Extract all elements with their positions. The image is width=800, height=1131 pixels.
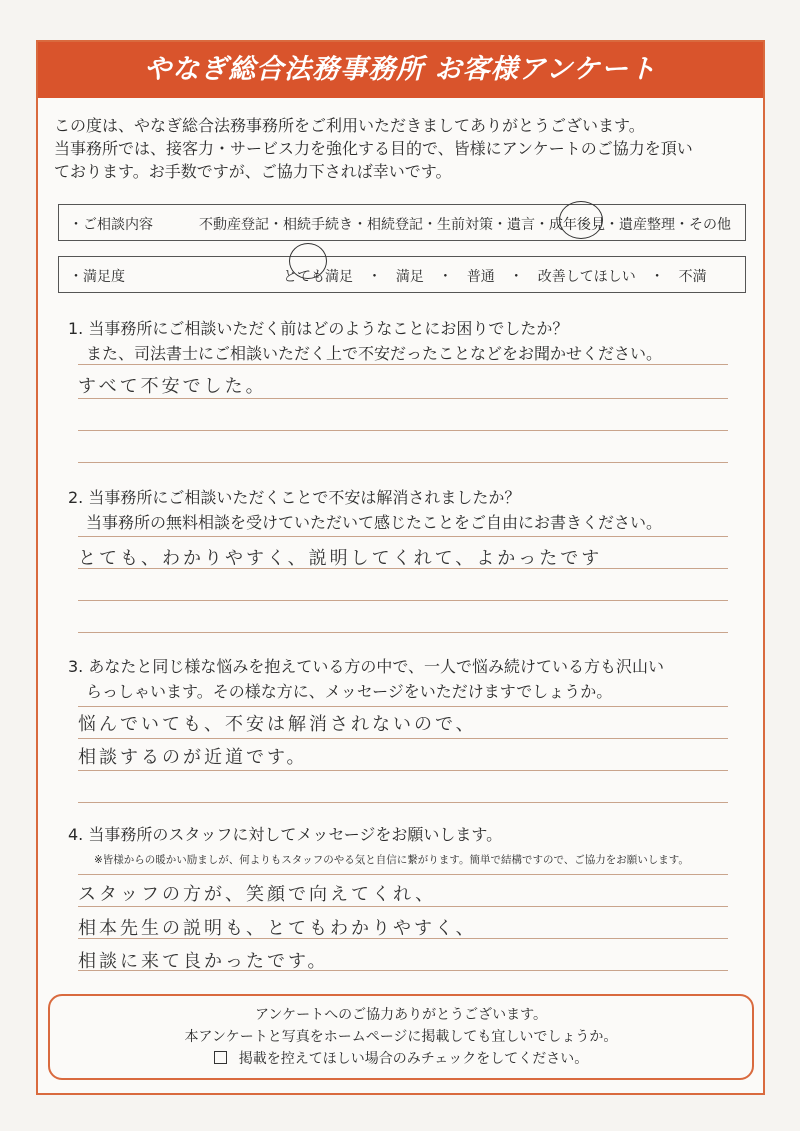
answer-rule xyxy=(78,874,728,875)
question-2 xyxy=(68,485,662,535)
satisfaction-options[interactable] xyxy=(283,266,707,286)
selected-circle-satisfaction xyxy=(289,243,327,279)
separator: ・ xyxy=(509,269,524,285)
question-4 xyxy=(68,822,502,847)
consultation-options[interactable]: 不動産登記・相続手続き・相続登記・生前対策・遺言・成年後見・遺産整理・その他 xyxy=(199,217,731,233)
intro-line: ております。お手数ですが、ご協力下されば幸いです。 xyxy=(54,162,452,181)
footer-question: 本アンケートと写真をホームページに掲載しても宜しいでしょうか。 xyxy=(184,1029,618,1045)
question-line: また、司法書士にご相談いただく上で不安だったことなどをお聞かせください。 xyxy=(86,344,663,363)
answer-4-line-2: 相本先生の説明も、とてもわかりやすく、 xyxy=(78,918,477,939)
answer-1-line-1: すべて不安でした。 xyxy=(78,376,267,397)
option-improve[interactable]: 改善してほしい xyxy=(537,269,636,285)
intro-text xyxy=(54,114,754,183)
question-1 xyxy=(68,316,662,366)
satisfaction-label: ・満足度 xyxy=(69,269,125,285)
answer-3-line-2: 相談するのが近道です。 xyxy=(78,747,308,768)
option-satisfied[interactable]: 満足 xyxy=(395,269,424,285)
answer-rule xyxy=(78,802,728,803)
answer-rule xyxy=(78,568,728,569)
answer-rule xyxy=(78,770,728,771)
answer-4-line-3: 相談に来て良かったです。 xyxy=(78,951,329,972)
intro-line: 当事務所では、接客力・サービス力を強化する目的で、皆様にアンケートのご協力を頂い xyxy=(54,139,693,158)
question-line: 4. 当事務所のスタッフに対してメッセージをお願いします。 xyxy=(68,825,503,844)
footer-checkbox-row xyxy=(50,1048,752,1070)
separator: ・ xyxy=(438,269,453,285)
answer-2-line-1: とても、わかりやすく、説明してくれて、よかったです xyxy=(78,548,603,569)
question-3 xyxy=(68,654,664,704)
question-4-note: ※皆様からの暖かい励ましが、何よりもスタッフのやる気と自信に繋がります。簡単で結構ですので、ご協力をお願いします。 xyxy=(94,854,689,866)
question-line: らっしゃいます。その様な方に、メッセージをいただけますでしょうか。 xyxy=(86,682,613,701)
separator: ・ xyxy=(650,269,665,285)
footer-box xyxy=(48,994,754,1080)
separator: ・ xyxy=(367,269,382,285)
page-title: やなぎ総合法務事務所 お客様アンケート xyxy=(38,42,763,98)
answer-rule xyxy=(78,706,728,707)
option-very-satisfied[interactable]: とても満足 xyxy=(283,269,353,285)
question-line: 当事務所の無料相談を受けていただいて感じたことをご自由にお書きください。 xyxy=(86,513,663,532)
answer-rule xyxy=(78,632,728,633)
answer-rule xyxy=(78,738,728,739)
answer-rule xyxy=(78,398,728,399)
answer-4-line-1: スタッフの方が、笑顔で向えてくれ、 xyxy=(78,884,437,905)
answer-rule xyxy=(78,906,728,907)
survey-sheet xyxy=(36,40,765,1095)
answer-rule xyxy=(78,536,728,537)
consultation-box xyxy=(58,204,746,241)
option-neutral[interactable]: 普通 xyxy=(466,269,495,285)
answer-rule xyxy=(78,970,728,971)
opt-out-checkbox[interactable] xyxy=(214,1051,227,1064)
footer-thanks: アンケートへのご協力ありがとうございます。 xyxy=(254,1007,548,1023)
option-unsatisfied[interactable]: 不満 xyxy=(678,269,707,285)
question-line: 3. あなたと同じ様な悩みを抱えている方の中で、一人で悩み続けている方も沢山い xyxy=(68,657,665,676)
answer-rule xyxy=(78,462,728,463)
answer-rule xyxy=(78,430,728,431)
answer-3-line-1: 悩んでいても、不安は解消されないので、 xyxy=(78,714,477,735)
answer-rule xyxy=(78,600,728,601)
footer-checkbox-label: 掲載を控えてほしい場合のみチェックをしてください。 xyxy=(238,1051,589,1067)
question-line: 1. 当事務所にご相談いただく前はどのようなことにお困りでしたか？ xyxy=(68,319,569,338)
answer-rule xyxy=(78,938,728,939)
question-line: 2. 当事務所にご相談いただくことで不安は解消されましたか？ xyxy=(68,488,521,507)
satisfaction-box xyxy=(58,256,746,293)
answer-rule xyxy=(78,364,728,365)
selected-circle-consultation xyxy=(559,201,603,239)
intro-line: この度は、やなぎ総合法務事務所をご利用いただきましてありがとうございます。 xyxy=(54,116,645,135)
consultation-label: ・ご相談内容 xyxy=(69,217,153,233)
